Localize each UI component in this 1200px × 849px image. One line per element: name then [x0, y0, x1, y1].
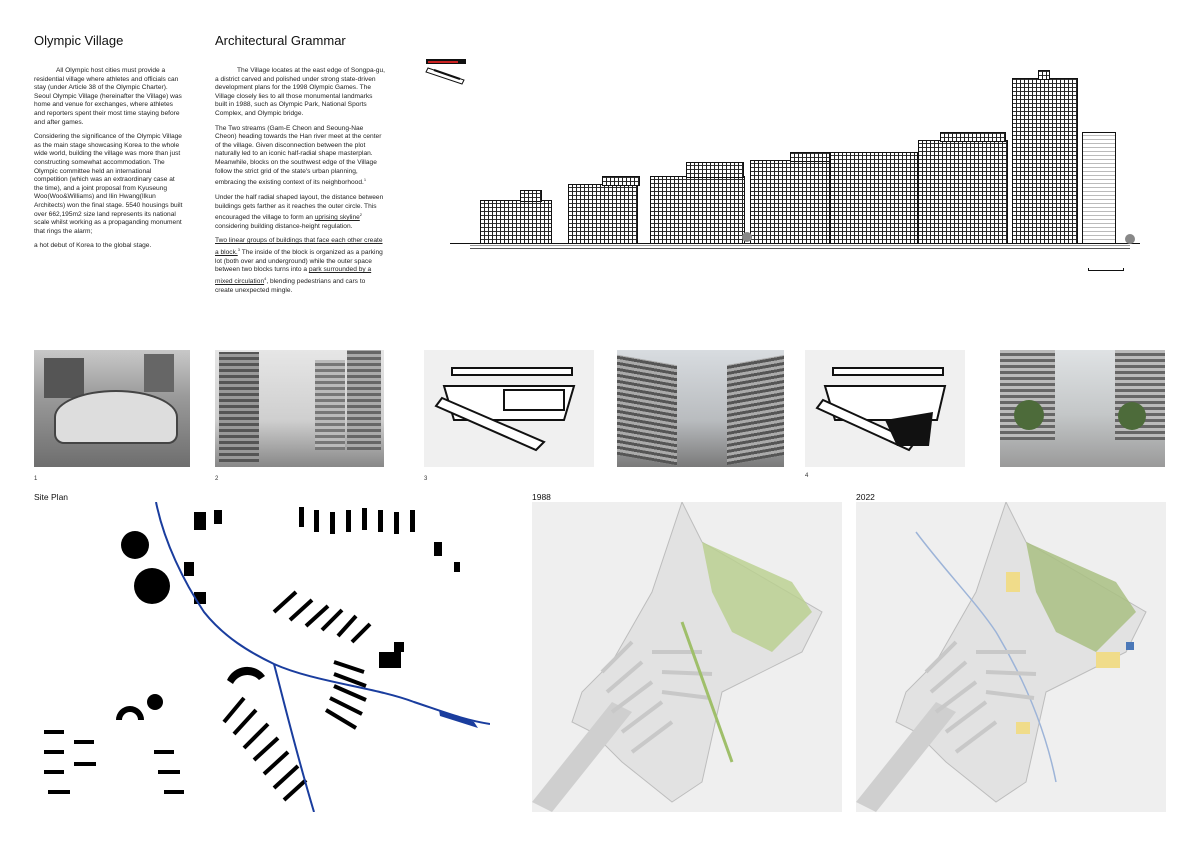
- masterplan-1988-drawing: [532, 502, 842, 812]
- caption-number: 3: [424, 476, 428, 482]
- paragraph: The Village locates at the east edge of Songpa-gu, a district carved and polished under strong state-driven development plans for the 1998 Olympic Games. The Village closely lies to all those monumental landmarks built in 1988, such as Olympic Park, National Sports Complex, and Olympic bridge.: [215, 67, 385, 117]
- building-elevation: [790, 152, 830, 162]
- building-elevation: [918, 140, 1008, 244]
- building-elevation: [830, 152, 918, 244]
- tree-icon: [1125, 234, 1135, 244]
- photo-building: [219, 352, 259, 462]
- photo-building: [617, 355, 677, 466]
- footnote-marker: 4: [264, 276, 267, 282]
- masterplan-2022-drawing: [856, 502, 1166, 812]
- building-elevation: [940, 132, 1006, 142]
- site-plan-figure-ground: [34, 502, 490, 812]
- photo-tree: [1014, 400, 1044, 430]
- tower-elevation: [1012, 78, 1078, 244]
- tower-elevation: [1082, 132, 1116, 244]
- block-diagram-drawing: [424, 350, 594, 467]
- photo-tree: [1118, 402, 1146, 430]
- tree-icon: [742, 232, 752, 242]
- year-1988-label: 1988: [532, 492, 551, 502]
- masterplan-1988: [532, 502, 842, 812]
- park-circulation-link[interactable]: park surrounded by a mixed circulation: [215, 266, 372, 286]
- photo-park-walkway: [1000, 350, 1165, 467]
- block-diagram-drawing: [805, 350, 965, 467]
- building-elevation: [650, 176, 745, 244]
- photo-building: [144, 354, 174, 392]
- caption-number: 4: [805, 473, 809, 479]
- photo-apartment-towers: [215, 350, 384, 467]
- block-diagram-park: [805, 350, 965, 467]
- paragraph: a hot debut of Korea to the global stage.: [34, 242, 152, 250]
- olympic-village-title: Olympic Village: [34, 33, 124, 48]
- paragraph-text: , blending pedestrians and cars to create unexpected mingle.: [215, 278, 366, 294]
- uprising-skyline-link[interactable]: uprising skyline: [314, 214, 360, 222]
- caption-number: 1: [34, 476, 38, 482]
- caption-number: 2: [215, 476, 219, 482]
- building-elevation: [480, 200, 552, 244]
- year-2022-label: 2022: [856, 492, 875, 502]
- olympic-village-text: [34, 67, 184, 257]
- linear-groups-link[interactable]: Two linear groups of buildings that face each other create a block.: [215, 237, 383, 257]
- ground-section: [470, 245, 1130, 249]
- paragraph: [215, 237, 385, 295]
- footnote-marker: 1: [363, 177, 367, 183]
- paragraph-text: Under the half radial shaped layout, the distance between buildings gets farther as it reaches the outer circle. This encouraged the village to form an: [215, 193, 384, 222]
- photo-stadium-aerial: [34, 350, 190, 467]
- paragraph: [215, 125, 385, 188]
- footnote-marker: 2: [359, 212, 363, 218]
- paragraph-text: The Two streams (Gam-E Cheon and Seoung-Nae Cheon) heading towards the Han river meet at the center of the village. Given disconnection between the plot naturally led to an iconic half-radial shape masterplan. Meanwhile, blocks on the southwest edge of the Village follow the strict grid of the state's urban planning, embracing the existing context of its neighborhood.: [215, 124, 382, 187]
- building-elevation: [520, 190, 542, 202]
- paragraph: All Olympic host cities must provide a residential village where athletes and officials can stay (under Article 38 of the Olympic Charter). Seoul Olympic Village (hereinafter the Village) was home and venue for exchanges, where athletes and reporters spent their most time staying before and after games.: [34, 67, 182, 126]
- paragraph: [215, 194, 385, 232]
- tower-elevation: [1038, 70, 1050, 80]
- architectural-grammar-text: [215, 67, 385, 301]
- photo-building: [727, 355, 784, 465]
- photo-building: [44, 358, 84, 398]
- masterplan-2022: [856, 502, 1166, 812]
- footnote-marker: 3: [237, 247, 240, 253]
- building-elevation: [602, 176, 640, 186]
- skyline-elevation: [450, 60, 1150, 270]
- paragraph-text: The inside of the block is organized as a parking lot (both over and underground) while the outer space between two blocks turns into a: [215, 249, 383, 274]
- scale-bar: [1088, 268, 1124, 271]
- photo-stadium: [54, 390, 178, 444]
- paragraph: Considering the significance of the Olympic Village as the main stage showcasing Korea to the whole wide world, building the village was more than just constructing somewhat accommodation. The Olympic committee held an international competition (which was an extraordinary case at the time), and a joint proposal from Kyuseung Woo(Woo&Williams) and Ilin Hwang(Ilkun Architects) won the final stage. 5540 housings built over 662,195m2 size land represents its national scale whilst working as a propaganding monument that rings the alarm;: [34, 133, 183, 235]
- photo-building: [347, 350, 381, 450]
- block-diagram-parking: [424, 350, 594, 467]
- architectural-grammar-title: Architectural Grammar: [215, 33, 346, 48]
- site-plan-label: Site Plan: [34, 492, 69, 502]
- ground-line: [450, 243, 1140, 244]
- building-elevation: [750, 160, 830, 244]
- paragraph-text: considering building distance-height regulation.: [215, 222, 353, 230]
- photo-building: [315, 360, 345, 450]
- building-elevation: [568, 184, 638, 244]
- photo-street-between-blocks: [617, 350, 784, 467]
- building-elevation: [686, 162, 744, 178]
